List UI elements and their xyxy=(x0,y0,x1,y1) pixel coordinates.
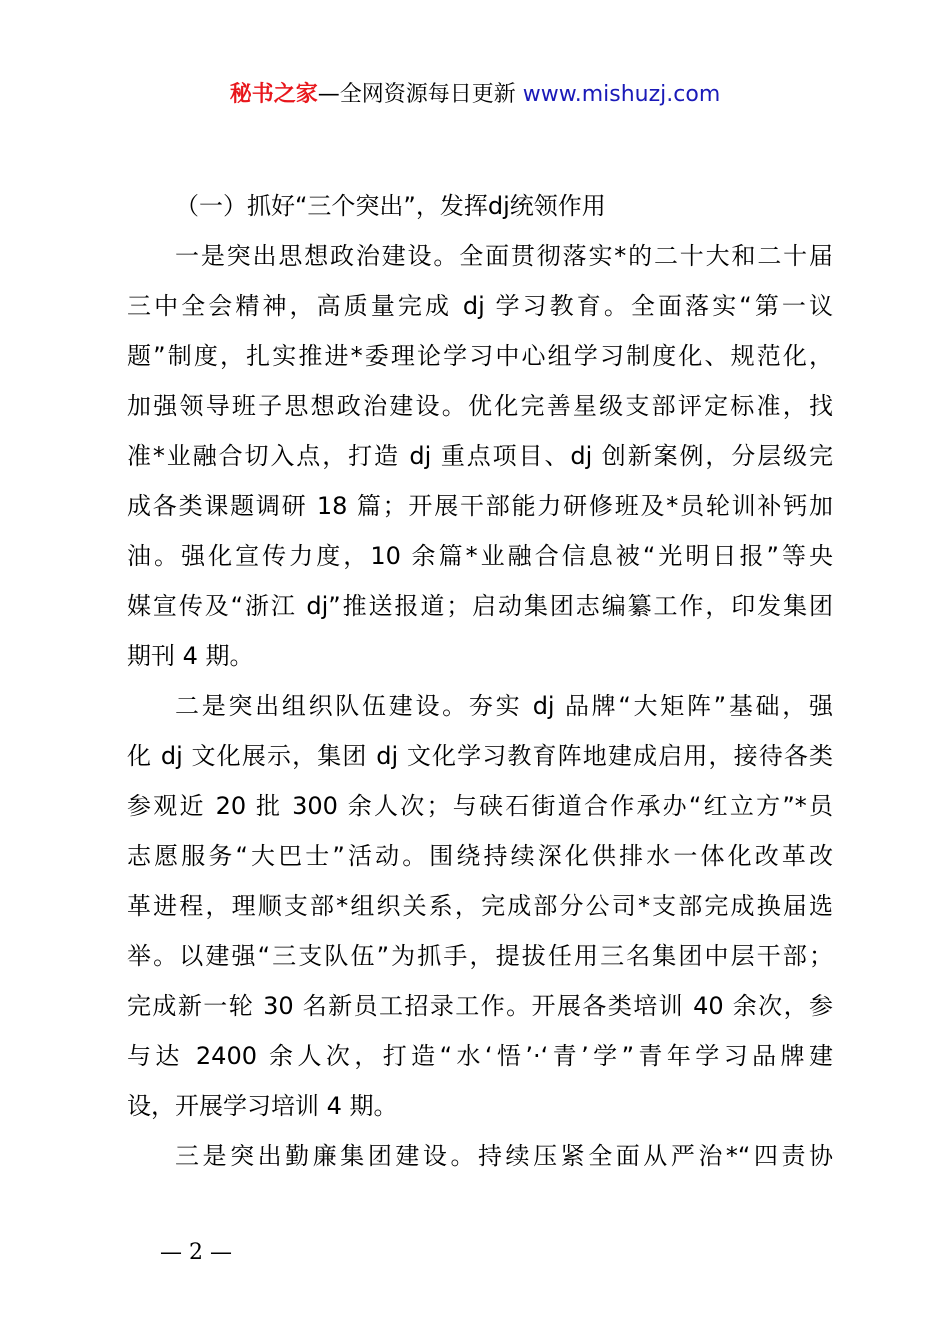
header-url-link[interactable]: www.mishuzj.com xyxy=(522,82,721,107)
paragraph-line: 化 dj 文化展示，集团 dj 文化学习教育阵地建成启用，接待各类 xyxy=(127,742,833,770)
paragraph-line: 成各类课题调研 18 篇；开展干部能力研修班及*员轮训补钙加 xyxy=(127,492,833,520)
paragraph-line: 媒宣传及“浙江 dj”推送报道；启动集团志编纂工作，印发集团 xyxy=(127,592,833,620)
section-heading: （一）抓好“三个突出”，发挥dj统领作用 xyxy=(175,192,606,220)
document-header xyxy=(0,80,950,110)
paragraph-line: 期刊 4 期。 xyxy=(127,642,254,670)
paragraph-line: 完成新一轮 30 名新员工招录工作。开展各类培训 40 余次，参 xyxy=(127,992,833,1020)
paragraph-line: 三是突出勤廉集团建设。持续压紧全面从严治*“四责协 xyxy=(175,1142,833,1170)
paragraph-line: 三中全会精神，高质量完成 dj 学习教育。全面落实“第一议 xyxy=(127,292,833,320)
header-brand: 秘书之家 xyxy=(229,82,318,107)
paragraph-organization xyxy=(127,681,833,1131)
document-body xyxy=(127,181,833,1181)
paragraph-line: 一是突出思想政治建设。全面贯彻落实*的二十大和二十届 xyxy=(175,242,833,270)
paragraph-line: 设，开展学习培训 4 期。 xyxy=(127,1092,398,1120)
paragraph-line: 加强领导班子思想政治建设。优化完善星级支部评定标准，找 xyxy=(127,392,833,420)
paragraph-line: 油。强化宣传力度，10 余篇*业融合信息被“光明日报”等央 xyxy=(127,542,833,570)
paragraph-line: 志愿服务“大巴士”活动。围绕持续深化供排水一体化改革改 xyxy=(127,842,833,870)
paragraph-line: 革进程，理顺支部*组织关系，完成部分公司*支部完成换届选 xyxy=(127,892,833,920)
paragraph-line: 参观近 20 批 300 余人次；与硖石街道合作承办“红立方”*员 xyxy=(127,792,833,820)
paragraph-line: 举。以建强“三支队伍”为抓手，提拔任用三名集团中层干部； xyxy=(127,942,833,970)
paragraph-line: 与达 2400 余人次，打造“水‘悟’·‘青’学”青年学习品牌建 xyxy=(127,1042,833,1070)
paragraph-line: 二是突出组织队伍建设。夯实 dj 品牌“大矩阵”基础，强 xyxy=(175,692,833,720)
header-tagline: —全网资源每日更新 xyxy=(317,82,516,107)
paragraph-line: 题”制度，扎实推进*委理论学习中心组学习制度化、规范化， xyxy=(127,342,833,370)
paragraph-integrity xyxy=(127,1131,833,1181)
paragraph-ideological xyxy=(127,231,833,681)
page-number: — 2 — xyxy=(160,1240,232,1265)
paragraph-line: 准*业融合切入点，打造 dj 重点项目、dj 创新案例，分层级完 xyxy=(127,442,833,470)
